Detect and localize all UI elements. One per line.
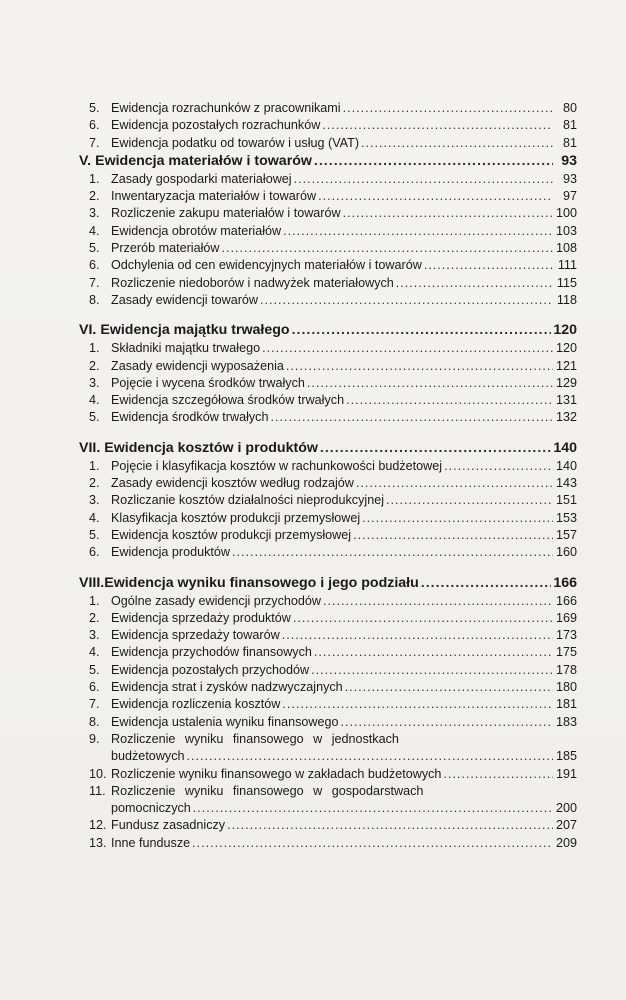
- entry-number: 13.: [89, 835, 107, 850]
- section-spacer: [79, 562, 577, 574]
- toc-entry: [79, 696, 577, 713]
- entry-number: 6.: [89, 680, 100, 695]
- entry-title: Zasady ewidencji wyposażenia: [111, 358, 284, 373]
- dot-leader: [270, 409, 553, 426]
- dot-leader: [362, 510, 553, 527]
- toc-entry: [79, 171, 577, 188]
- dot-leader: [187, 748, 553, 765]
- chapter-title: Ewidencja materiałów i towarów: [95, 152, 312, 169]
- entry-number: 5.: [89, 527, 100, 542]
- toc-entry: [79, 492, 577, 509]
- toc-entry: [79, 475, 577, 492]
- section-spacer: [79, 309, 577, 321]
- entry-page: 100: [555, 206, 577, 221]
- entry-title: Ewidencja obrotów materiałów: [111, 223, 282, 238]
- entry-number: 4.: [89, 645, 100, 660]
- chapter-heading: [79, 574, 577, 593]
- toc-entry: [79, 679, 577, 696]
- dot-leader: [314, 152, 553, 171]
- entry-page: 111: [557, 258, 577, 273]
- entry-page: 151: [555, 493, 577, 508]
- chapter-heading: [79, 321, 577, 340]
- chapter-number: VII.: [79, 439, 101, 456]
- entry-page: 185: [555, 749, 577, 764]
- entry-page: 183: [555, 714, 577, 729]
- entry-page: 200: [555, 801, 577, 816]
- entry-title: Ogólne zasady ewidencji przychodów: [111, 593, 322, 608]
- entry-title: Ewidencja rozrachunków z pracownikami: [111, 101, 341, 115]
- entry-title: Ewidencja sprzedaży produktów: [111, 610, 291, 625]
- dot-leader: [222, 240, 554, 257]
- entry-page: 191: [555, 766, 577, 781]
- dot-leader: [232, 544, 553, 561]
- section-spacer: [79, 427, 577, 439]
- toc-entry: [79, 714, 577, 731]
- toc-entry: [79, 275, 577, 292]
- entry-title: Składniki majątku trwałego: [111, 341, 261, 356]
- entry-number: 11.: [89, 783, 106, 798]
- entry-title: Rozliczanie kosztów działalności nieprodukcyjnej: [111, 493, 384, 508]
- toc-entry: [79, 644, 577, 661]
- entry-number: 1.: [89, 341, 100, 356]
- entry-number: 4.: [89, 510, 100, 525]
- entry-number: 1.: [89, 593, 100, 608]
- dot-leader: [386, 492, 553, 509]
- dot-leader: [260, 292, 553, 309]
- entry-page: 115: [556, 275, 577, 290]
- entry-page: 81: [562, 135, 577, 150]
- entry-page: 153: [555, 510, 577, 525]
- entry-title: Pojęcie i wycena środków trwałych: [111, 375, 305, 390]
- toc-entry: [79, 800, 577, 817]
- toc-entry: [79, 458, 577, 475]
- toc-entry: [79, 510, 577, 527]
- toc-entry: [79, 223, 577, 240]
- entry-title: Rozliczenie zakupu materiałów i towarów: [111, 206, 341, 221]
- entry-page: 207: [555, 818, 577, 833]
- entry-number: 5.: [89, 662, 100, 677]
- entry-title-continued: pomocniczych: [111, 801, 191, 816]
- entry-number: 2.: [89, 189, 100, 204]
- chapter-page: 93: [561, 152, 577, 169]
- entry-title: Przerób materiałów: [111, 241, 220, 256]
- chapter-number: VI.: [79, 322, 97, 339]
- entry-number: 8.: [89, 714, 100, 729]
- toc-entry: [79, 527, 577, 544]
- chapter-page: 140: [553, 439, 577, 456]
- dot-leader: [346, 392, 553, 409]
- toc-entry: [79, 627, 577, 644]
- chapter-number: VIII.: [79, 574, 105, 591]
- entry-page: 173: [555, 628, 577, 643]
- toc-entry: [79, 135, 577, 152]
- dot-leader: [396, 275, 553, 292]
- entry-title: Pojęcie i klasyfikacja kosztów w rachunkowości budżetowej: [111, 458, 443, 473]
- entry-number: 7.: [89, 275, 100, 290]
- dot-leader: [227, 817, 553, 834]
- entry-title: Ewidencja ustalenia wyniku finansowego: [111, 714, 339, 729]
- entry-number: 2.: [89, 476, 100, 491]
- dot-leader: [345, 679, 553, 696]
- dot-leader: [294, 171, 553, 188]
- toc-entry: [79, 257, 577, 274]
- dot-leader: [444, 458, 553, 475]
- entry-page: 169: [555, 610, 577, 625]
- entry-number: 3.: [89, 375, 100, 390]
- entry-title-continued: budżetowych: [111, 749, 185, 764]
- entry-page: 143: [555, 476, 577, 491]
- entry-number: 5.: [89, 101, 100, 115]
- dot-leader: [293, 610, 553, 627]
- entry-page: 140: [555, 458, 577, 473]
- toc-entry: [79, 392, 577, 409]
- entry-number: 7.: [89, 697, 100, 712]
- dot-leader: [443, 766, 553, 783]
- entry-title: Ewidencja pozostałych rozrachunków: [111, 118, 321, 133]
- dot-leader: [356, 475, 553, 492]
- entry-page: 160: [555, 545, 577, 560]
- dot-leader: [262, 340, 553, 357]
- entry-title: Rozliczenie wyniku finansowego w zakładach budżetowych: [111, 766, 442, 781]
- entry-title: Ewidencja szczegółowa środków trwałych: [111, 393, 345, 408]
- toc-entry: [79, 662, 577, 679]
- entry-page: 120: [555, 341, 577, 356]
- toc-entry: [79, 766, 577, 783]
- entry-title: Rozliczenie niedoborów i nadwyżek materiałowych: [111, 275, 394, 290]
- entry-number: 8.: [89, 292, 100, 307]
- dot-leader: [282, 696, 553, 713]
- entry-number: 12.: [89, 818, 107, 833]
- entry-number: 1.: [89, 171, 100, 186]
- toc-entry: [79, 117, 577, 134]
- chapter-page: 120: [553, 322, 577, 339]
- entry-page: 129: [555, 375, 577, 390]
- entry-page: 180: [555, 680, 577, 695]
- entry-page: 209: [555, 835, 577, 850]
- toc-entry: [79, 100, 577, 117]
- dot-leader: [343, 205, 553, 222]
- dot-leader: [282, 627, 553, 644]
- chapter-heading: [79, 152, 577, 171]
- entry-number: 9.: [89, 731, 100, 746]
- entry-page: 97: [562, 189, 577, 204]
- toc-entry-wrapped-line: [79, 783, 577, 800]
- chapter-title: Ewidencja majątku trwałego: [100, 322, 290, 339]
- entry-number: 3.: [89, 493, 100, 508]
- dot-leader: [307, 375, 553, 392]
- entry-number: 10.: [89, 766, 107, 781]
- dot-leader: [323, 593, 553, 610]
- toc-entry: [79, 748, 577, 765]
- entry-title: Zasady ewidencji kosztów według rodzajów: [111, 476, 354, 491]
- dot-leader: [314, 644, 553, 661]
- dot-leader: [424, 257, 553, 274]
- dot-leader: [192, 835, 553, 852]
- entry-title: Ewidencja pozostałych przychodów: [111, 662, 310, 677]
- entry-number: 6.: [89, 118, 100, 133]
- entry-title: Zasady gospodarki materiałowej: [111, 171, 292, 186]
- entry-page: 118: [556, 292, 577, 307]
- entry-title: Ewidencja podatku od towarów i usług (VAT): [111, 135, 360, 150]
- entry-number: 1.: [89, 458, 100, 473]
- entry-number: 5.: [89, 410, 100, 425]
- dot-leader: [421, 574, 552, 593]
- dot-leader: [318, 188, 553, 205]
- entry-title: Ewidencja sprzedaży towarów: [111, 628, 280, 643]
- entry-title: Ewidencja rozliczenia kosztów: [111, 697, 281, 712]
- entry-page: 157: [555, 527, 577, 542]
- entry-title: Ewidencja przychodów finansowych: [111, 645, 312, 660]
- dot-leader: [341, 714, 553, 731]
- entry-number: 4.: [89, 223, 100, 238]
- entry-title: Ewidencja kosztów produkcji przemysłowej: [111, 527, 352, 542]
- toc-entry-wrapped-line: [79, 731, 577, 748]
- dot-leader: [361, 135, 553, 152]
- entry-page: 132: [555, 410, 577, 425]
- entry-page: 108: [555, 241, 577, 256]
- chapter-heading: [79, 439, 577, 458]
- entry-number: 7.: [89, 135, 100, 150]
- entry-page: 175: [555, 645, 577, 660]
- dot-leader: [311, 662, 553, 679]
- entry-title: Ewidencja środków trwałych: [111, 410, 269, 425]
- entry-title: Ewidencja produktów: [111, 545, 231, 560]
- entry-title: Inwentaryzacja materiałów i towarów: [111, 189, 317, 204]
- dot-leader: [283, 223, 553, 240]
- dot-leader: [286, 358, 553, 375]
- entry-title: Odchylenia od cen ewidencyjnych materiałów i towarów: [111, 258, 422, 273]
- entry-page: 93: [562, 171, 577, 186]
- toc-entry: [79, 544, 577, 561]
- table-of-contents: [79, 100, 577, 852]
- toc-entry: [79, 205, 577, 222]
- dot-leader: [193, 800, 553, 817]
- toc-entry: [79, 817, 577, 834]
- entry-number: 5.: [89, 241, 100, 256]
- entry-page: 81: [562, 118, 577, 133]
- toc-entry: [79, 358, 577, 375]
- entry-title: Zasady ewidencji towarów: [111, 292, 258, 307]
- toc-entry: [79, 610, 577, 627]
- toc-entry: [79, 593, 577, 610]
- dot-leader: [320, 439, 551, 458]
- chapter-number: V.: [79, 152, 92, 169]
- entry-title: Klasyfikacja kosztów produkcji przemysłowej: [111, 510, 361, 525]
- entry-number: 6.: [89, 545, 100, 560]
- entry-number: 6.: [89, 258, 100, 273]
- toc-entry: [79, 188, 577, 205]
- dot-leader: [353, 527, 553, 544]
- entry-number: 2.: [89, 358, 100, 373]
- entry-title: Inne fundusze: [111, 835, 191, 850]
- toc-entry: [79, 835, 577, 852]
- entry-page: 178: [555, 662, 577, 677]
- entry-number: 4.: [89, 393, 100, 408]
- entry-page: 166: [555, 593, 577, 608]
- entry-page: 131: [555, 393, 577, 408]
- entry-number: 3.: [89, 628, 100, 643]
- entry-title: Rozliczenie wyniku finansowego w jednostkach: [111, 731, 399, 746]
- toc-entry: [79, 292, 577, 309]
- toc-entry: [79, 375, 577, 392]
- dot-leader: [322, 117, 553, 134]
- chapter-title: Ewidencja kosztów i produktów: [104, 439, 318, 456]
- entry-number: 3.: [89, 206, 100, 221]
- entry-title: Rozliczenie wyniku finansowego w gospodarstwach: [111, 783, 424, 798]
- chapter-title: Ewidencja wyniku finansowego i jego podziału: [104, 574, 419, 591]
- dot-leader: [292, 321, 552, 340]
- toc-entry: [79, 340, 577, 357]
- dot-leader: [343, 100, 553, 117]
- entry-page: 103: [555, 223, 577, 238]
- entry-title: Fundusz zasadniczy: [111, 818, 226, 833]
- toc-entry: [79, 409, 577, 426]
- entry-number: 2.: [89, 610, 100, 625]
- toc-entry: [79, 240, 577, 257]
- entry-page: 121: [555, 358, 577, 373]
- entry-title: Ewidencja strat i zysków nadzwyczajnych: [111, 680, 343, 695]
- entry-page: 80: [562, 101, 577, 115]
- chapter-page: 166: [553, 574, 577, 591]
- entry-page: 181: [555, 697, 577, 712]
